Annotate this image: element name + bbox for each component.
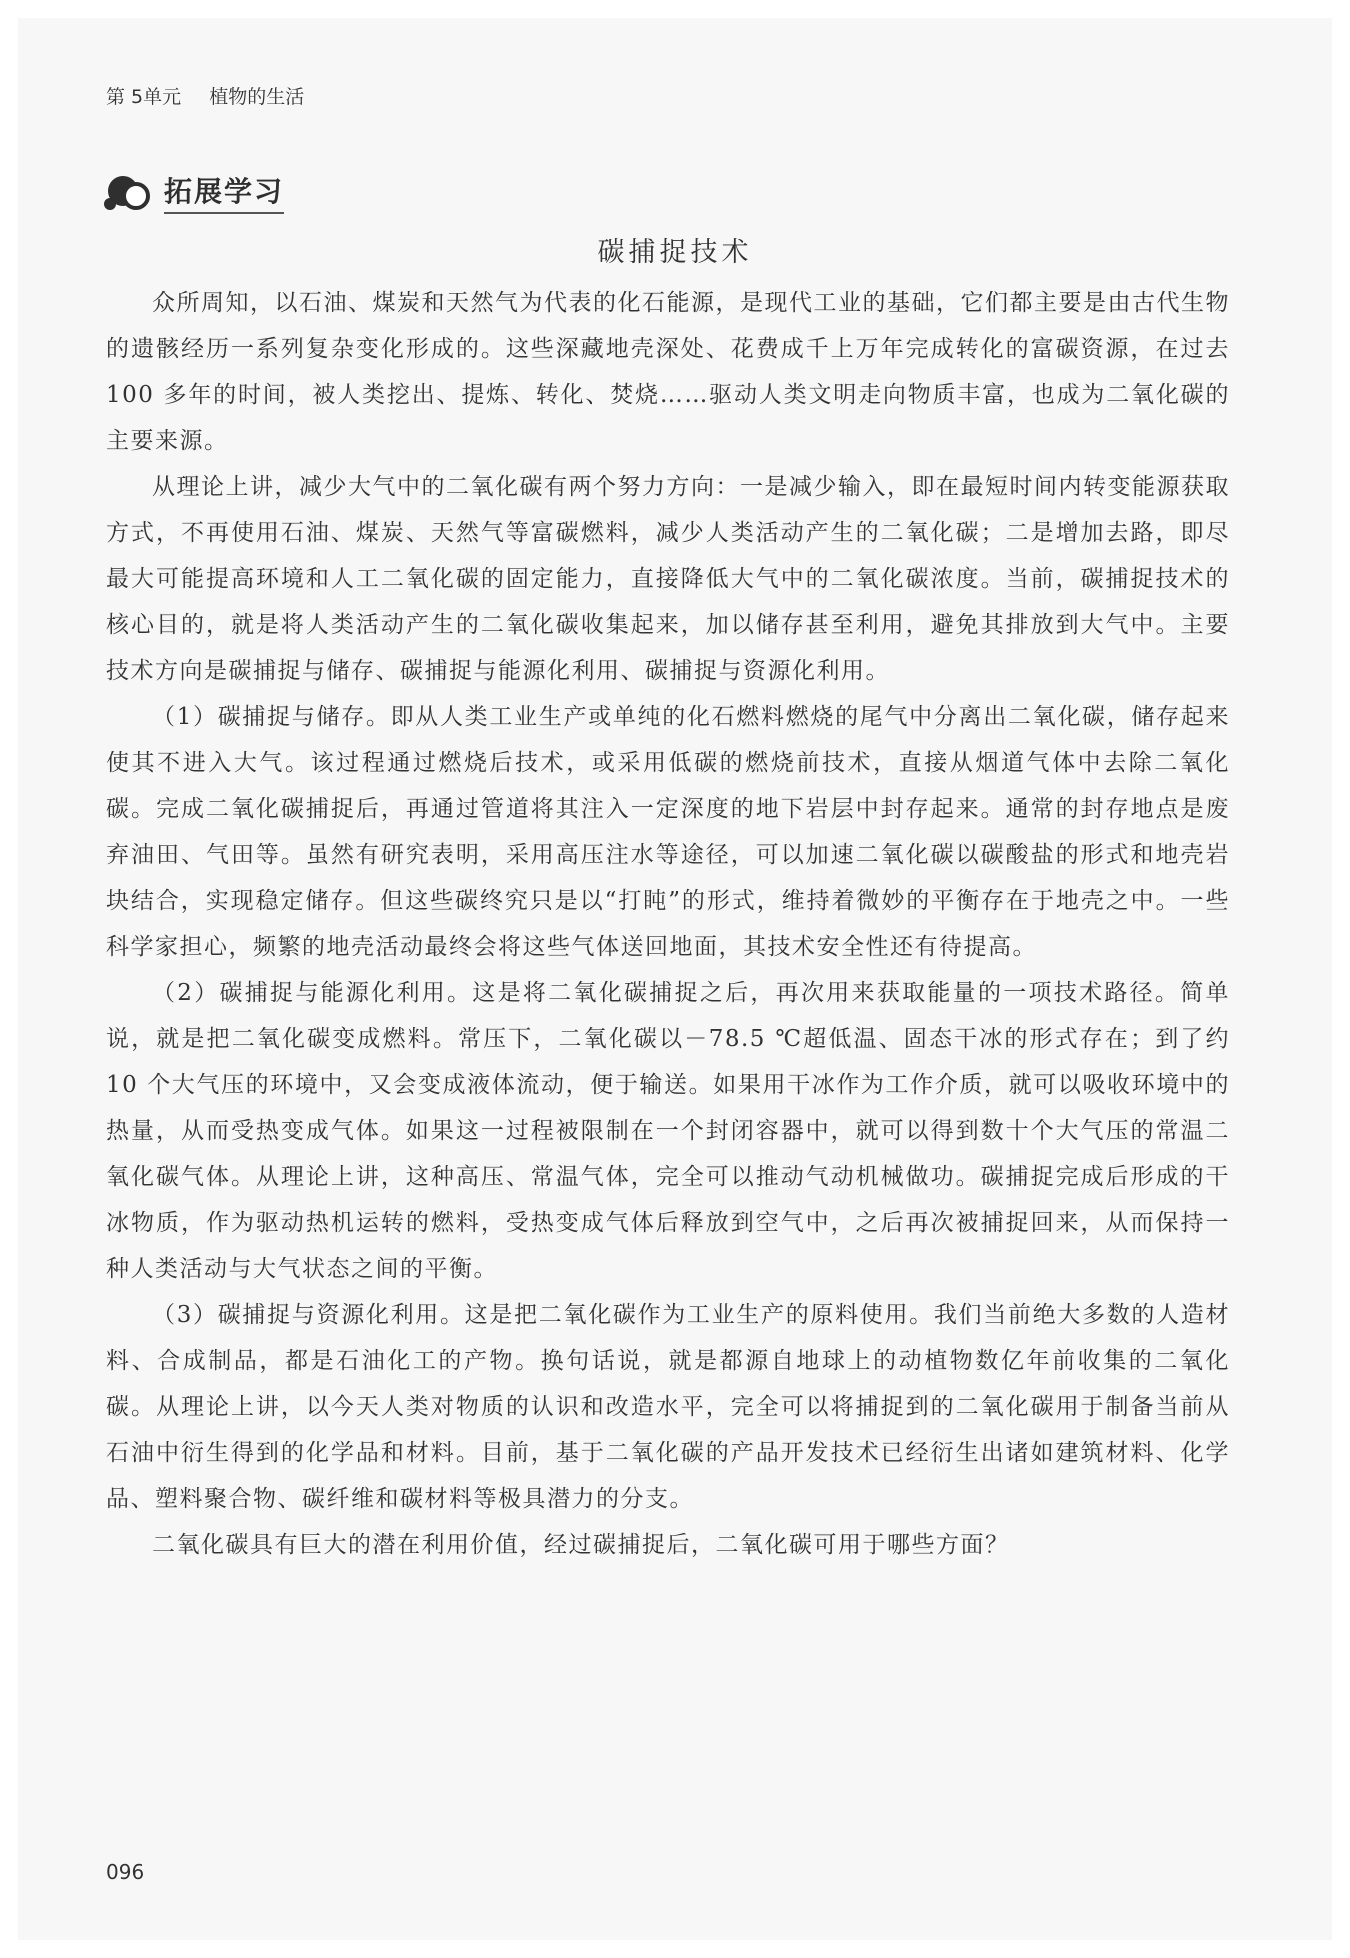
page-number: 096	[106, 1860, 145, 1884]
running-header	[106, 82, 304, 109]
article-body	[106, 280, 1230, 1568]
unit-label: 第 5单元	[106, 86, 182, 108]
paragraph: （3）碳捕捉与资源化利用。这是把二氧化碳作为工业生产的原料使用。我们当前绝大多数的人造材料、合成制品，都是石油化工的产物。换句话说，就是都源自地球上的动植物数亿年前收集的二氧化碳。从理论上讲，以今天人类对物质的认识和改造水平，完全可以将捕捉到的二氧化碳用于制备当前从石油中衍生得到的化学品和材料。目前，基于二氧化碳的产品开发技术已经衍生出诸如建筑材料、化学品、塑料聚合物、碳纤维和碳材料等极具潜力的分支。	[106, 1302, 1230, 1512]
paragraph: 众所周知，以石油、煤炭和天然气为代表的化石能源，是现代工业的基础，它们都主要是由古代生物的遗骸经历一系列复杂变化形成的。这些深藏地壳深处、花费成千上万年完成转化的富碳资源，在过去 100 多年的时间，被人类挖出、提炼、转化、焚烧……驱动人类文明走向物质丰富，也成为二氧化碳的主要来源。	[106, 290, 1230, 454]
bubbles-icon	[104, 170, 156, 214]
article-title: 碳捕捉技术	[597, 237, 753, 268]
paragraph: （2）碳捕捉与能源化利用。这是将二氧化碳捕捉之后，再次用来获取能量的一项技术路径。简单说，就是把二氧化碳变成燃料。常压下，二氧化碳以－78.5 ℃超低温、固态干冰的形式存在；到了约 10 个大气压的环境中，又会变成液体流动，便于输送。如果用干冰作为工作介质，就可以吸收环境中的热量，从而受热变成气体。如果这一过程被限制在一个封闭容器中，就可以得到数十个大气压的常温二氧化碳气体。从理论上讲，这种高压、常温气体，完全可以推动气动机械做功。碳捕捉完成后形成的干冰物质，作为驱动热机运转的燃料，受热变成气体后释放到空气中，之后再次被捕捉回来，从而保持一种人类活动与大气状态之间的平衡。	[106, 980, 1230, 1282]
paragraph: （1）碳捕捉与储存。即从人类工业生产或单纯的化石燃料燃烧的尾气中分离出二氧化碳，储存起来使其不进入大气。该过程通过燃烧后技术，或采用低碳的燃烧前技术，直接从烟道气体中去除二氧化碳。完成二氧化碳捕捉后，再通过管道将其注入一定深度的地下岩层中封存起来。通常的封存地点是废弃油田、气田等。虽然有研究表明，采用高压注水等途径，可以加速二氧化碳以碳酸盐的形式和地壳岩块结合，实现稳定储存。但这些碳终究只是以“打盹”的形式，维持着微妙的平衡存在于地壳之中。一些科学家担心，频繁的地壳活动最终会将这些气体送回地面，其技术安全性还有待提高。	[106, 704, 1230, 960]
section-title: 拓展学习	[164, 170, 284, 214]
section-heading	[104, 170, 284, 214]
unit-title: 植物的生活	[209, 86, 305, 108]
paragraph: 从理论上讲，减少大气中的二氧化碳有两个努力方向：一是减少输入，即在最短时间内转变能源获取方式，不再使用石油、煤炭、天然气等富碳燃料，减少人类活动产生的二氧化碳；二是增加去路，即尽最大可能提高环境和人工二氧化碳的固定能力，直接降低大气中的二氧化碳浓度。当前，碳捕捉技术的核心目的，就是将人类活动产生的二氧化碳收集起来，加以储存甚至利用，避免其排放到大气中。主要技术方向是碳捕捉与储存、碳捕捉与能源化利用、碳捕捉与资源化利用。	[106, 474, 1230, 684]
question: 二氧化碳具有巨大的潜在利用价值，经过碳捕捉后，二氧化碳可用于哪些方面？	[152, 1532, 1010, 1558]
